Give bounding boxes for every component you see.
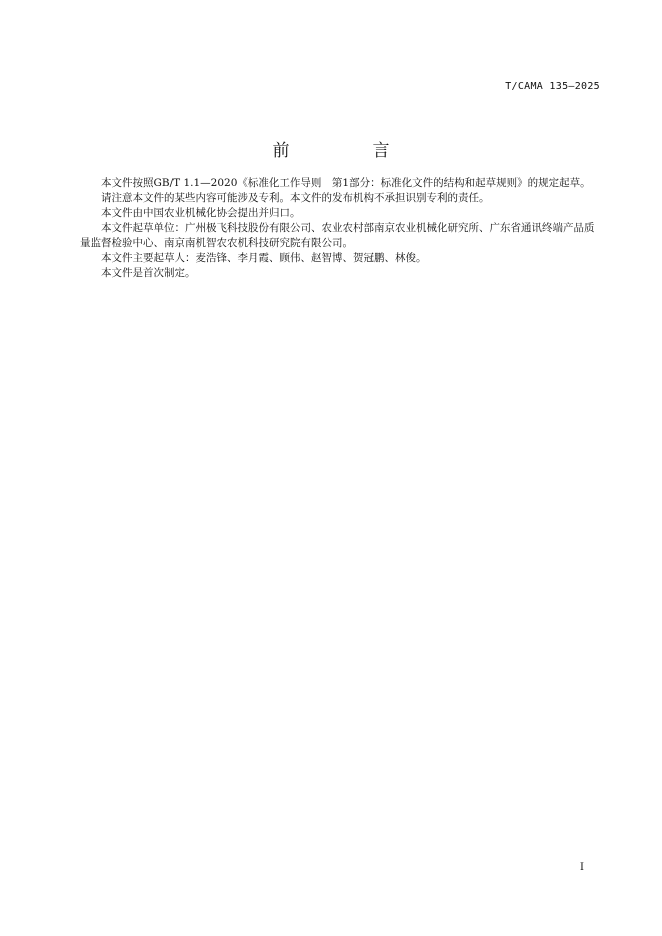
paragraph-drafting-units: 本文件起草单位：广州极飞科技股份有限公司、农业农村部南京农业机械化研究所、广东省通讯终端产品质量监督检验中心、南京南机智农农机科技研究院有限公司。 (80, 222, 595, 249)
document-code: T/CAMA 135—2025 (505, 81, 600, 92)
paragraph-drafters: 本文件主要起草人：麦浩锋、李月霞、顾伟、赵智博、贺冠鹏、林俊。 (101, 252, 427, 264)
page-number: I (580, 862, 584, 873)
paragraph-patent-notice: 请注意本文件的某些内容可能涉及专利。本文件的发布机构不承担识别专利的责任。 (101, 192, 490, 204)
paragraph-first-edition: 本文件是首次制定。 (101, 267, 196, 279)
paragraph-proposer: 本文件由中国农业机械化协会提出并归口。 (101, 207, 301, 219)
document-body (80, 176, 598, 281)
paragraph-drafting-rules: 本文件按照GB/T 1.1—2020《标准化工作导则 第1部分：标准化文件的结构和起草规则》的规定起草。 (101, 177, 591, 189)
page-title: 前 言 (272, 141, 423, 161)
